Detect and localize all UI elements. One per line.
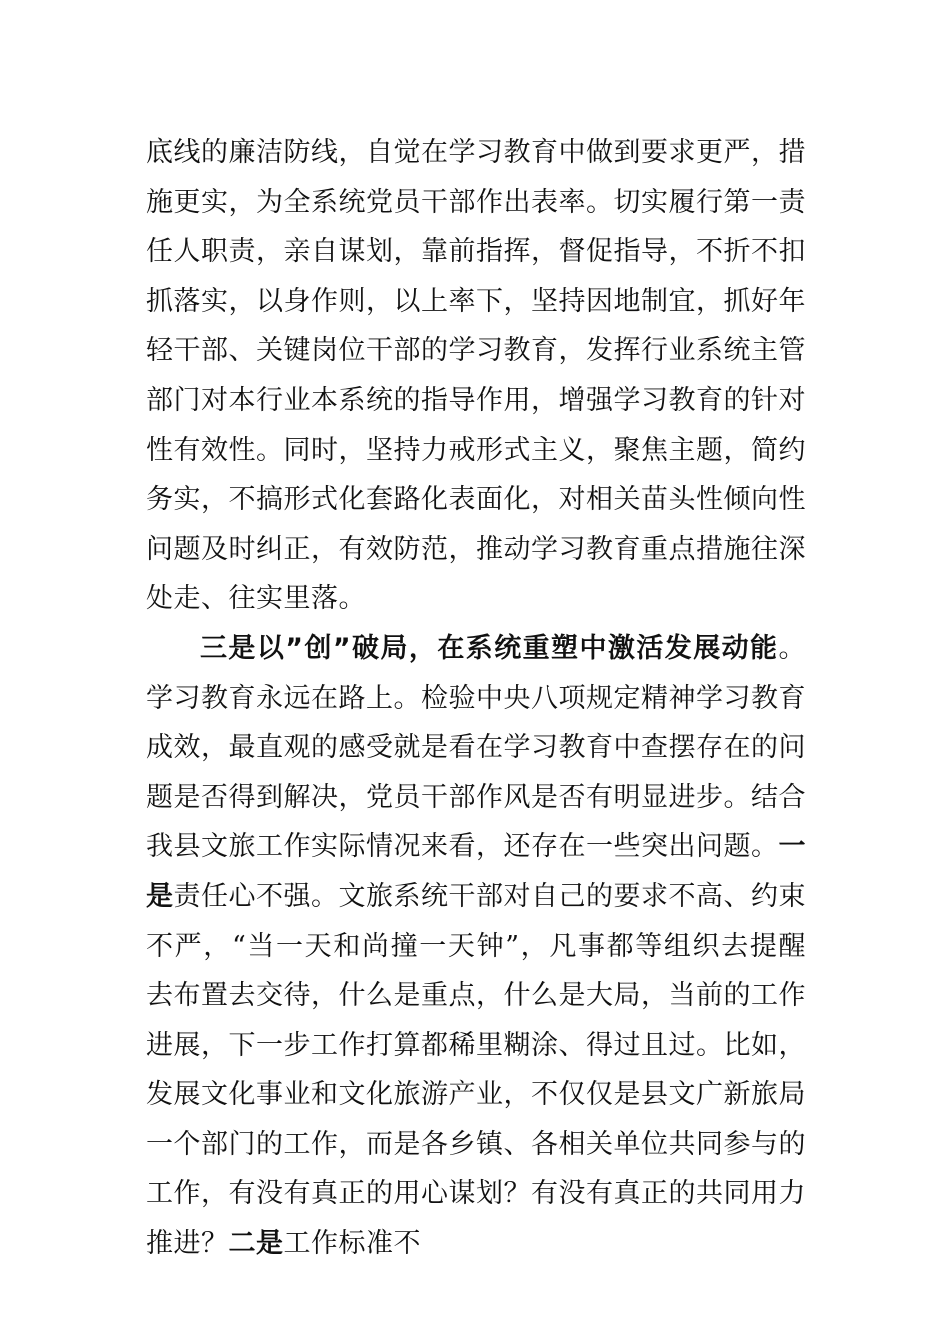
body-paragraph-2: [146, 624, 806, 1269]
document-page: [146, 128, 806, 1269]
section-heading: 三是以”创”破局，在系统重塑中激活发展动能: [200, 632, 779, 664]
paragraph-2-text-c: 工作标准不: [283, 1228, 421, 1260]
paragraph-1-text: 底线的廉洁防线，自觉在学习教育中做到要求更严，措施更实，为全系统党员干部作出表率。切实履行第一责任人职责，亲自谋划，靠前指挥，督促指导，不折不扣抓落实，以身作则，以上率下，坚持因地制宜，抓好年轻干部、关键岗位干部的学习教育，发挥行业系统主管部门对本行业本系统的指导作用，增强学习教育的针对性有效性。同时，坚持力戒形式主义，聚焦主题，简约务实，不搞形式化套路化表面化，对相关苗头性倾向性问题及时纠正，有效防范，推动学习教育重点措施往深处走、往实里落。: [146, 137, 806, 615]
point-marker-2: 二是: [228, 1228, 284, 1260]
point-marker-1: 一是: [146, 831, 806, 912]
body-paragraph-1: [146, 128, 806, 624]
paragraph-2-text-a: 。学习教育永远在路上。检验中央八项规定精神学习教育成效，最直观的感受就是看在学习教育中查摆存在的问题是否得到解决，党员干部作风是否有明显进步。结合我县文旅工作实际情况来看，还存在一些突出问题。: [146, 632, 806, 863]
paragraph-2-text-b: 责任心不强。文旅系统干部对自己的要求不高、约束不严，“当一天和尚撞一天钟”，凡事都等组织去提醒去布置去交待，什么是重点，什么是大局，当前的工作进展，下一步工作打算都稀里糊涂、得过且过。比如，发展文化事业和文化旅游产业，不仅仅是县文广新旅局一个部门的工作，而是各乡镇、各相关单位共同参与的工作，有没有真正的用心谋划？有没有真正的共同用力推进？: [146, 880, 806, 1260]
